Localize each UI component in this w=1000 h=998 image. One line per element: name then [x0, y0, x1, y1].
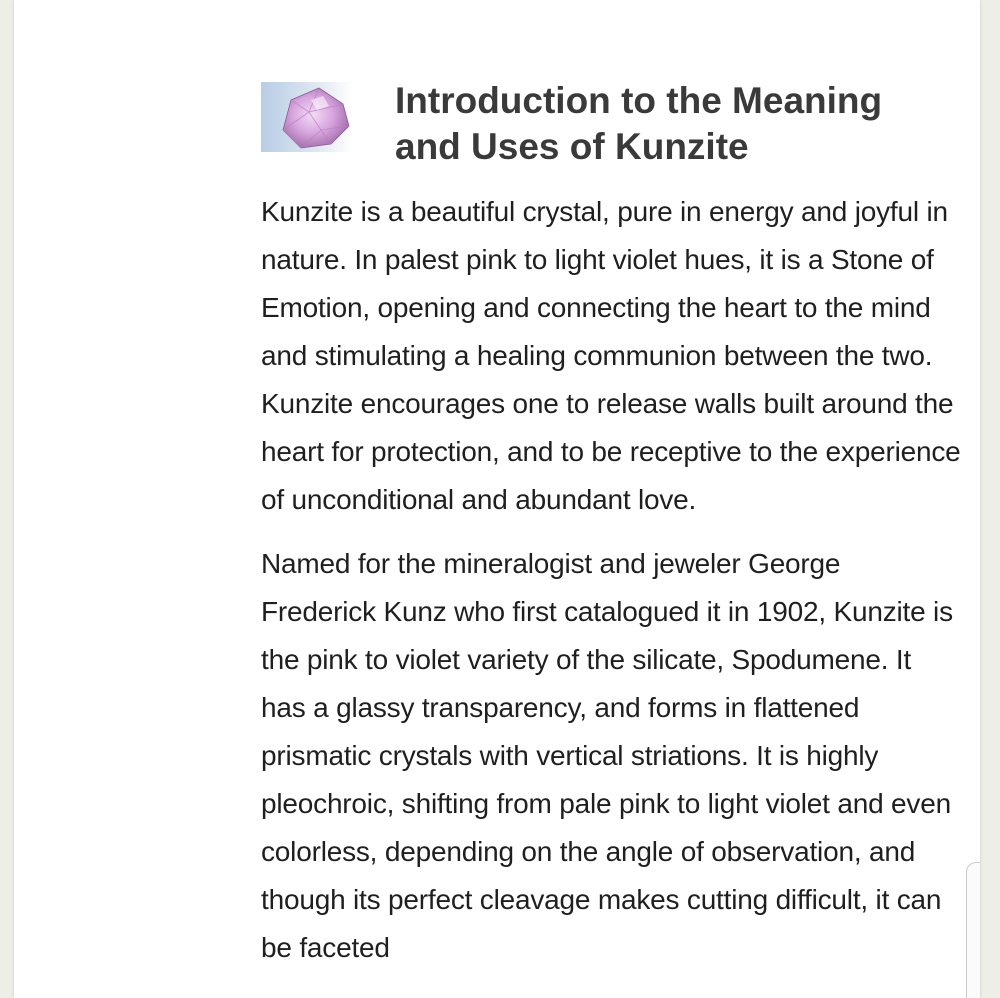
- article-content: [261, 78, 961, 972]
- kunzite-gem-icon: [261, 82, 353, 152]
- side-panel-handle[interactable]: [966, 862, 980, 998]
- article-title: Introduction to the Meaning and Uses of Kunzite: [395, 80, 883, 167]
- article-paragraph-1: Kunzite is a beautiful crystal, pure in energy and joyful in nature. In palest pink to light violet hues, it is a Stone of Emotion, opening and connecting the heart to the mind and stimulating a healing communion between the two. Kunzite encourages one to release walls built around the heart for protection, and to be receptive to the experience of unconditional and abundant love.: [261, 196, 961, 515]
- article-header: [261, 78, 961, 170]
- article-page: [14, 0, 980, 998]
- article-paragraph-2: Named for the mineralogist and jeweler George Frederick Kunz who first catalogued it in 1902, Kunzite is the pink to violet variety of the silicate, Spodumene. It has a glassy transparency, and forms in flattened prismatic crystals with vertical striations. It is highly pleochroic, shifting from pale pink to light violet and even colorless, depending on the angle of observation, and though its perfect cleavage makes cutting difficult, it can be faceted: [261, 548, 953, 963]
